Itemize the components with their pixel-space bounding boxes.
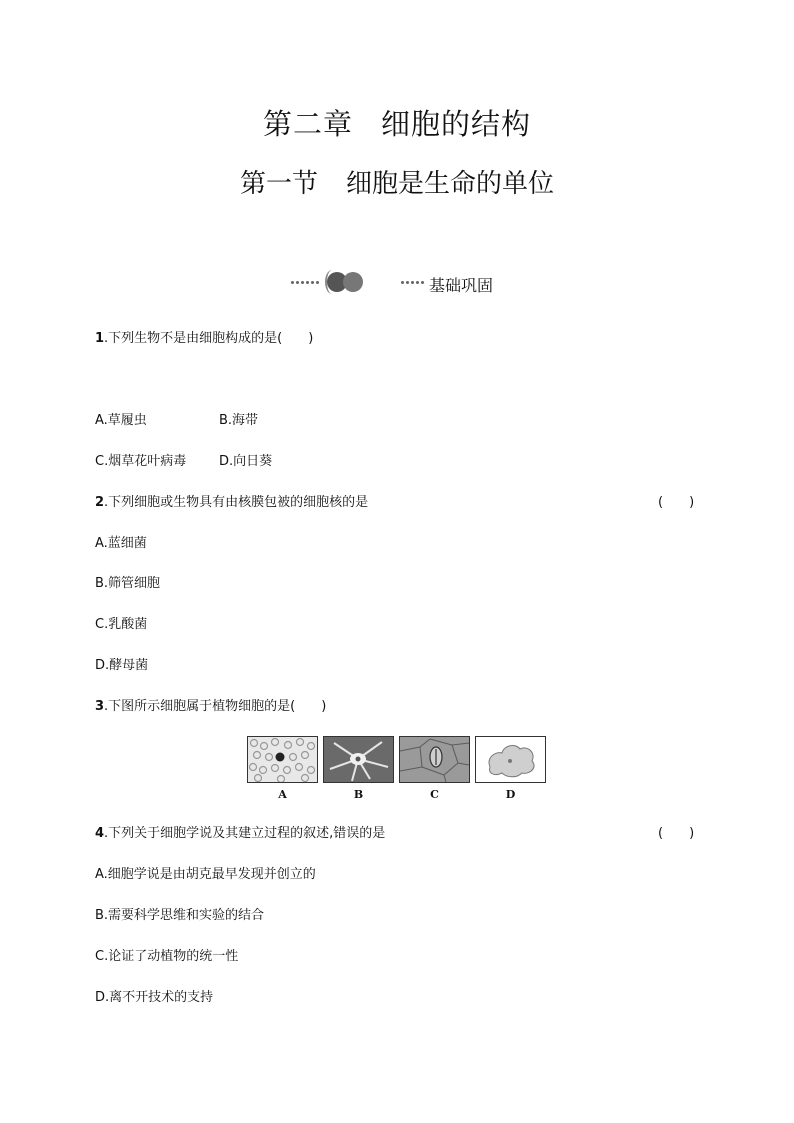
figure-a-blood-cells (247, 736, 318, 783)
section-banner (287, 268, 527, 298)
option-4b: B.需要科学思维和实验的结合 (95, 908, 265, 923)
question-text: .下列生物不是由细胞构成的是( ) (104, 331, 314, 346)
option-1d: D.向日葵 (219, 454, 273, 469)
question-number: 2 (95, 495, 105, 510)
chapter-name: 细胞的结构 (381, 107, 532, 141)
section-title (0, 163, 794, 200)
figure-b-neuron (323, 736, 394, 783)
section-name: 细胞是生命的单位 (346, 169, 555, 199)
option-2d: D.酵母菌 (95, 658, 149, 673)
figure-label-a: A (278, 788, 287, 801)
dotted-line-right (401, 281, 426, 284)
question-number: 3 (95, 699, 105, 714)
option-2c: C.乳酸菌 (95, 617, 148, 632)
question-number: 4 (95, 826, 105, 841)
figure-label-c: C (430, 788, 439, 801)
option-1c: C.烟草花叶病毒 (95, 454, 187, 469)
question-text: .下图所示细胞属于植物细胞的是( ) (104, 699, 327, 714)
option-4c: C.论证了动植物的统一性 (95, 949, 239, 964)
figure-label-d: D (505, 788, 516, 801)
chapter-title (0, 102, 794, 143)
chapter-number: 第二章 (262, 107, 353, 141)
option-1a: A.草履虫 (95, 413, 147, 428)
option-1b: B.海带 (219, 413, 259, 428)
question-4 (95, 822, 385, 841)
question-number: 1 (95, 331, 105, 346)
section-number: 第一节 (239, 169, 318, 199)
question-1 (95, 327, 313, 346)
banner-label: 基础巩固 (429, 276, 494, 295)
circle-icon-right (343, 272, 363, 292)
cell-figures (247, 736, 547, 802)
option-4d: D.离不开技术的支持 (95, 990, 214, 1005)
figure-d-amoeba (475, 736, 546, 783)
question-text: .下列细胞或生物具有由核膜包被的细胞核的是 (104, 495, 369, 510)
question-2 (95, 491, 368, 510)
figure-c-guard-cells (399, 736, 470, 783)
option-2b: B.筛管细胞 (95, 576, 161, 591)
dotted-line-left (291, 281, 321, 284)
option-2a: A.蓝细菌 (95, 536, 147, 551)
question-text: .下列关于细胞学说及其建立过程的叙述,错误的是 (104, 826, 386, 841)
answer-paren-4: ( ) (658, 826, 695, 841)
answer-paren-2: ( ) (658, 495, 695, 510)
option-4a: A.细胞学说是由胡克最早发现并创立的 (95, 867, 316, 882)
question-3 (95, 695, 326, 714)
figure-label-b: B (353, 788, 364, 801)
